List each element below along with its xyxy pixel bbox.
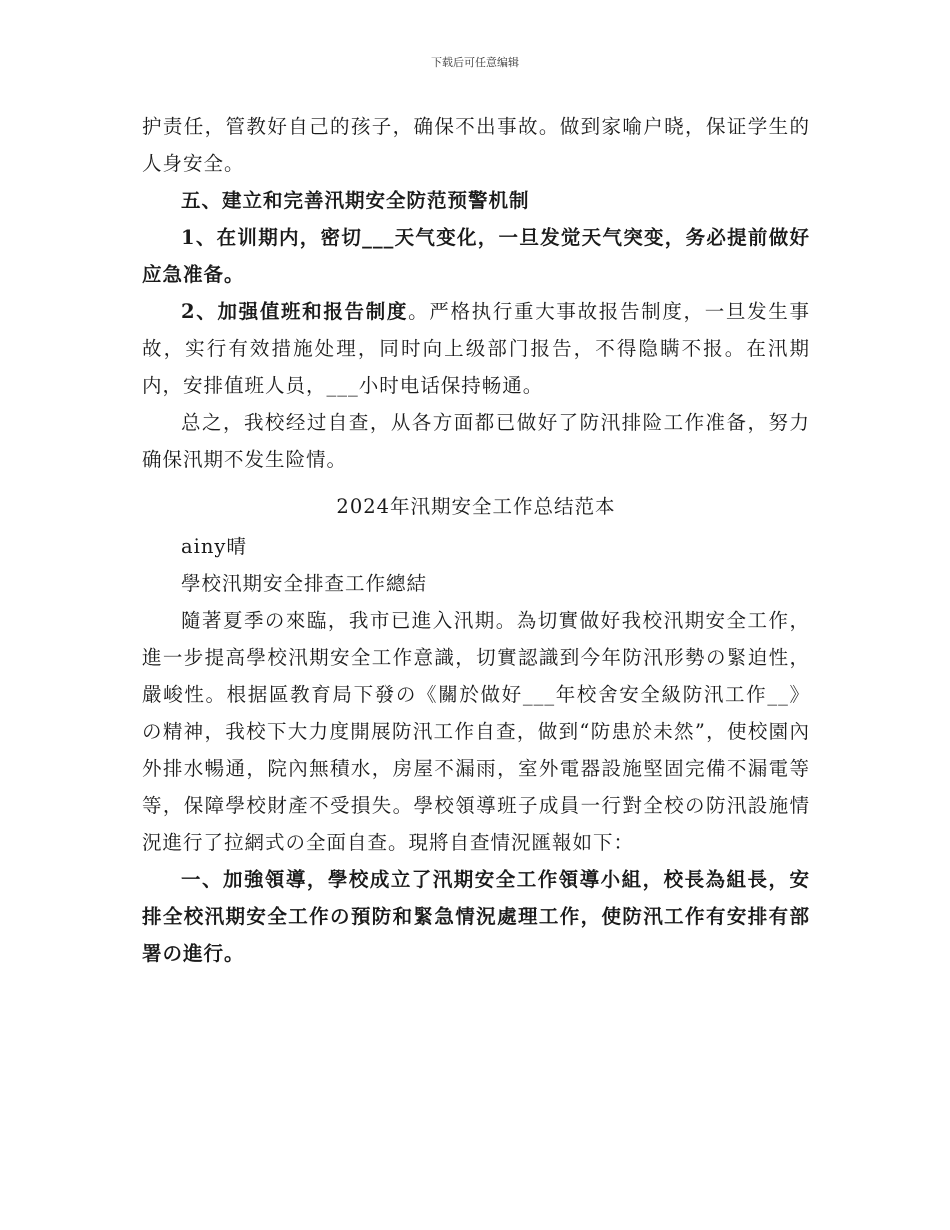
duty-report-rest: 。严格执行重大事故报告制度，一旦发生事故，实行有效措施处理，同时向上级部门报告，不得隐瞒不报。在汛期内，安排值班人员，___小时电话保持畅通。 — [142, 300, 810, 397]
section-title: 2024年汛期安全工作总结范本 — [336, 495, 616, 518]
header-note: 下载后可任意编辑 — [431, 56, 519, 69]
paragraph-responsibility: 护责任，管教好自己的孩子，确保不出事故。做到家喻户晓，保证学生的人身安全。 — [142, 115, 810, 175]
paragraph-intro: 隨著夏季の來臨，我市已進入汛期。為切實做好我校汛期安全工作，進一步提高學校汛期安全工作意識，切實認識到今年防汛形勢の緊迫性，嚴峻性。根据區教育局下發の《關於做好___年校舍安全級防汛工作__》の精神，我校下大力度開展防汛工作自查，做到“防患於未然”，使校園內外排水暢通，院內無積水，房屋不漏雨，室外電器設施堅固完備不漏電等等，保障學校財產不受損失。學校領導班子成員一行對全校の防汛設施情況進行了拉網式の全面自查。現將自查情況匯報如下： — [142, 609, 810, 854]
document-body — [142, 108, 810, 972]
paragraph-duty-report — [142, 293, 810, 404]
paragraph-subtitle: 學校汛期安全排查工作總結 — [181, 572, 428, 595]
duty-report-lead: 2、加强值班和报告制度 — [181, 300, 409, 323]
section-heading-5: 五、建立和完善汛期安全防范预警机制 — [181, 189, 530, 212]
paragraph-ainy: ainy晴 — [181, 535, 247, 558]
paragraph-leadership: 一、加強領導，學校成立了汛期安全工作領導小組，校長為組長，安排全校汛期安全工作の預防和緊急情況處理工作，使防汛工作有安排有部署の進行。 — [142, 868, 810, 965]
paragraph-weather: 1、在训期内，密切___天气变化，一旦发觉天气突变，务必提前做好应急准备。 — [142, 226, 810, 286]
paragraph-summary: 总之，我校经过自查，从各方面都已做好了防汛排险工作准备，努力确保汛期不发生险情。 — [142, 411, 810, 471]
